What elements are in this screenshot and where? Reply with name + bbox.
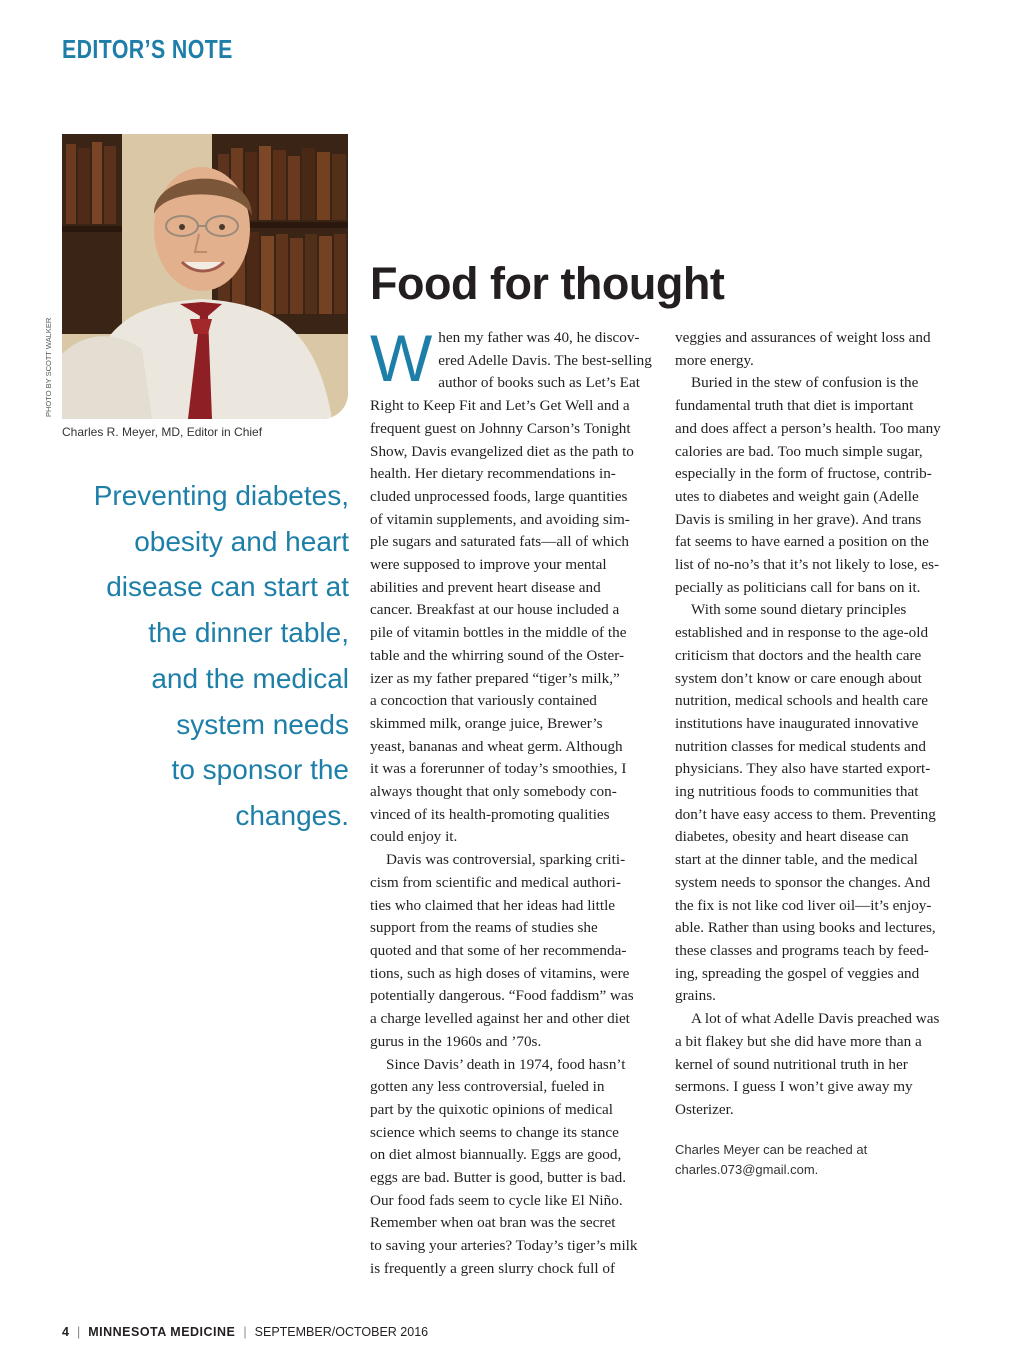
magazine-name: MINNESOTA MEDICINE bbox=[88, 1325, 236, 1339]
body-line: established and in response to the age-old bbox=[675, 624, 929, 642]
body-line: frequent guest on Johnny Carson’s Tonight bbox=[370, 419, 631, 437]
body-line: criticism that doctors and the health care bbox=[675, 646, 922, 664]
body-line: is frequently a green slurry chock full of bbox=[370, 1259, 616, 1277]
body-line: calories are bad. Too much simple sugar, bbox=[675, 442, 923, 460]
body-line: could enjoy it. bbox=[370, 828, 458, 846]
body-line: utes to diabetes and weight gain (Adelle bbox=[675, 487, 919, 505]
pull-quote-line: to sponsor the bbox=[171, 754, 349, 786]
body-line: especially in the form of fructose, contrib- bbox=[675, 465, 932, 483]
pull-quote-line: and the medical bbox=[151, 662, 349, 694]
body-line: ing, spreading the gospel of veggies and bbox=[675, 964, 920, 982]
body-line: gurus in the 1960s and ’70s. bbox=[370, 1032, 542, 1050]
photo-credit: PHOTO BY SCOTT WALKER bbox=[44, 317, 53, 417]
body-line: ing nutritious foods to communities that bbox=[675, 783, 919, 801]
article-column-1 bbox=[370, 321, 660, 1281]
body-line: fat seems to have earned a position on the bbox=[675, 533, 929, 551]
body-line: list of no-no’s that it’s not likely to lose, es- bbox=[675, 556, 940, 574]
editor-photo bbox=[62, 134, 348, 419]
body-line: Osterizer. bbox=[675, 1100, 734, 1118]
body-line: a bit flakey but she did have more than a bbox=[675, 1032, 922, 1050]
body-line: more energy. bbox=[675, 351, 754, 369]
body-line: it was a forerunner of today’s smoothies, I bbox=[370, 760, 627, 778]
body-line: gotten any less controversial, fueled in bbox=[370, 1078, 605, 1096]
pull-quote-line: the dinner table, bbox=[148, 617, 349, 649]
article-column-2 bbox=[675, 327, 971, 1122]
body-line: the fix is not like cod liver oil—it’s enjoy- bbox=[675, 896, 932, 914]
body-line: quoted and that some of her recommenda- bbox=[370, 941, 627, 959]
body-line: cancer. Breakfast at our house included a bbox=[370, 601, 620, 619]
pull-quote-line: obesity and heart bbox=[134, 525, 349, 557]
body-line: grains. bbox=[675, 987, 716, 1005]
body-line: A lot of what Adelle Davis preached was bbox=[691, 1010, 940, 1028]
pull-quote-line: system needs bbox=[176, 708, 349, 740]
body-line: health. Her dietary recommendations in- bbox=[370, 465, 616, 483]
body-line: system needs to sponsor the changes. And bbox=[675, 873, 931, 891]
body-line: cism from scientific and medical authori- bbox=[370, 873, 621, 891]
body-line: Davis was controversial, sparking criti- bbox=[386, 851, 626, 869]
page-number: 4 bbox=[62, 1325, 69, 1339]
contact-email: charles.073@gmail.com. bbox=[675, 1162, 819, 1177]
author-contact bbox=[675, 1140, 867, 1180]
pull-quote-line: changes. bbox=[235, 799, 349, 831]
body-line: a concoction that variously contained bbox=[370, 692, 597, 710]
body-line: fundamental truth that diet is important bbox=[675, 397, 914, 415]
body-line: ties who claimed that her ideas had little bbox=[370, 896, 616, 914]
issue-date: SEPTEMBER/OCTOBER 2016 bbox=[254, 1325, 429, 1339]
body-line: yeast, bananas and wheat germ. Although bbox=[370, 737, 623, 755]
body-line: sermons. I guess I won’t give away my bbox=[675, 1078, 913, 1096]
page-footer bbox=[62, 1325, 428, 1339]
drop-cap: W bbox=[370, 321, 433, 395]
editor-portrait-image bbox=[62, 134, 348, 419]
body-line: cluded unprocessed foods, large quantities bbox=[370, 487, 628, 505]
body-line: author of books such as Let’s Eat bbox=[438, 374, 640, 392]
body-line: potentially dangerous. “Food faddism” was bbox=[370, 987, 634, 1005]
body-line: physicians. They also have started export- bbox=[675, 760, 931, 778]
body-line: kernel of sound nutritional truth in her bbox=[675, 1055, 908, 1073]
body-line: Show, Davis evangelized diet as the path to bbox=[370, 442, 634, 460]
body-line: hen my father was 40, he discov- bbox=[438, 329, 640, 346]
body-line: Remember when oat bran was the secret bbox=[370, 1214, 616, 1232]
photo-caption: Charles R. Meyer, MD, Editor in Chief bbox=[62, 425, 263, 439]
body-line: With some sound dietary principles bbox=[691, 601, 907, 619]
body-line: table and the whirring sound of the Oster- bbox=[370, 646, 625, 664]
pull-quote bbox=[62, 473, 349, 839]
body-line: abilities and prevent heart disease and bbox=[370, 578, 601, 596]
body-line: these classes and programs teach by feed- bbox=[675, 941, 929, 959]
body-line: were supposed to improve your mental bbox=[370, 556, 607, 574]
pull-quote-line: disease can start at bbox=[106, 571, 349, 603]
body-line: veggies and assurances of weight loss and bbox=[675, 329, 931, 346]
footer-separator: | bbox=[76, 1325, 81, 1339]
body-line: tions, such as high doses of vitamins, were bbox=[370, 964, 630, 982]
body-line: always thought that only somebody con- bbox=[370, 783, 617, 801]
contact-text: Charles Meyer can be reached at bbox=[675, 1142, 868, 1157]
body-line: to saving your arteries? Today’s tiger’s milk bbox=[370, 1237, 638, 1255]
body-line: on diet almost biannually. Eggs are good, bbox=[370, 1146, 622, 1164]
pull-quote-line: Preventing diabetes, bbox=[93, 480, 349, 511]
body-line: izer as my father prepared “tiger’s milk,” bbox=[370, 669, 620, 687]
body-line: diabetes, obesity and heart disease can bbox=[675, 828, 909, 846]
body-line: Since Davis’ death in 1974, food hasn’t bbox=[386, 1055, 626, 1073]
body-line: Davis is smiling in her grave). And trans bbox=[675, 510, 922, 528]
body-line: institutions have inaugurated innovative bbox=[675, 714, 919, 732]
body-line: part by the quixotic opinions of medical bbox=[370, 1100, 613, 1118]
body-line: and does affect a person’s health. Too many bbox=[675, 419, 941, 437]
body-line: pecially as politicians call for bans on it. bbox=[675, 578, 921, 596]
article-headline: Food for thought bbox=[370, 258, 725, 309]
body-line: of vitamin supplements, and avoiding sim- bbox=[370, 510, 630, 528]
section-label: EDITOR’S NOTE bbox=[62, 34, 233, 64]
body-line: nutrition, medical schools and health care bbox=[675, 692, 929, 710]
body-line: system don’t know or care enough about bbox=[675, 669, 922, 687]
body-line: Right to Keep Fit and Let’s Get Well and a bbox=[370, 397, 630, 415]
body-line: don’t have easy access to them. Preventing bbox=[675, 805, 936, 823]
body-line: a charge levelled against her and other diet bbox=[370, 1010, 630, 1028]
body-line: start at the dinner table, and the medical bbox=[675, 851, 918, 869]
body-line: ple sugars and saturated fats—all of which bbox=[370, 533, 629, 551]
body-line: skimmed milk, orange juice, Brewer’s bbox=[370, 714, 603, 732]
body-line: eggs are bad. Butter is good, butter is bad. bbox=[370, 1169, 627, 1187]
body-line: support from the reams of studies she bbox=[370, 919, 598, 937]
footer-separator: | bbox=[243, 1325, 247, 1339]
body-line: Our food fads seem to cycle like El Niño. bbox=[370, 1191, 623, 1209]
body-line: ered Adelle Davis. The best-selling bbox=[438, 351, 652, 369]
body-line: vinced of its health-promoting qualities bbox=[370, 805, 610, 823]
body-line: Buried in the stew of confusion is the bbox=[691, 374, 919, 392]
body-line: nutrition classes for medical students and bbox=[675, 737, 926, 755]
body-line: science which seems to change its stance bbox=[370, 1123, 619, 1141]
body-line: pile of vitamin bottles in the middle of the bbox=[370, 624, 627, 642]
body-line: able. Rather than using books and lectures, bbox=[675, 919, 936, 937]
